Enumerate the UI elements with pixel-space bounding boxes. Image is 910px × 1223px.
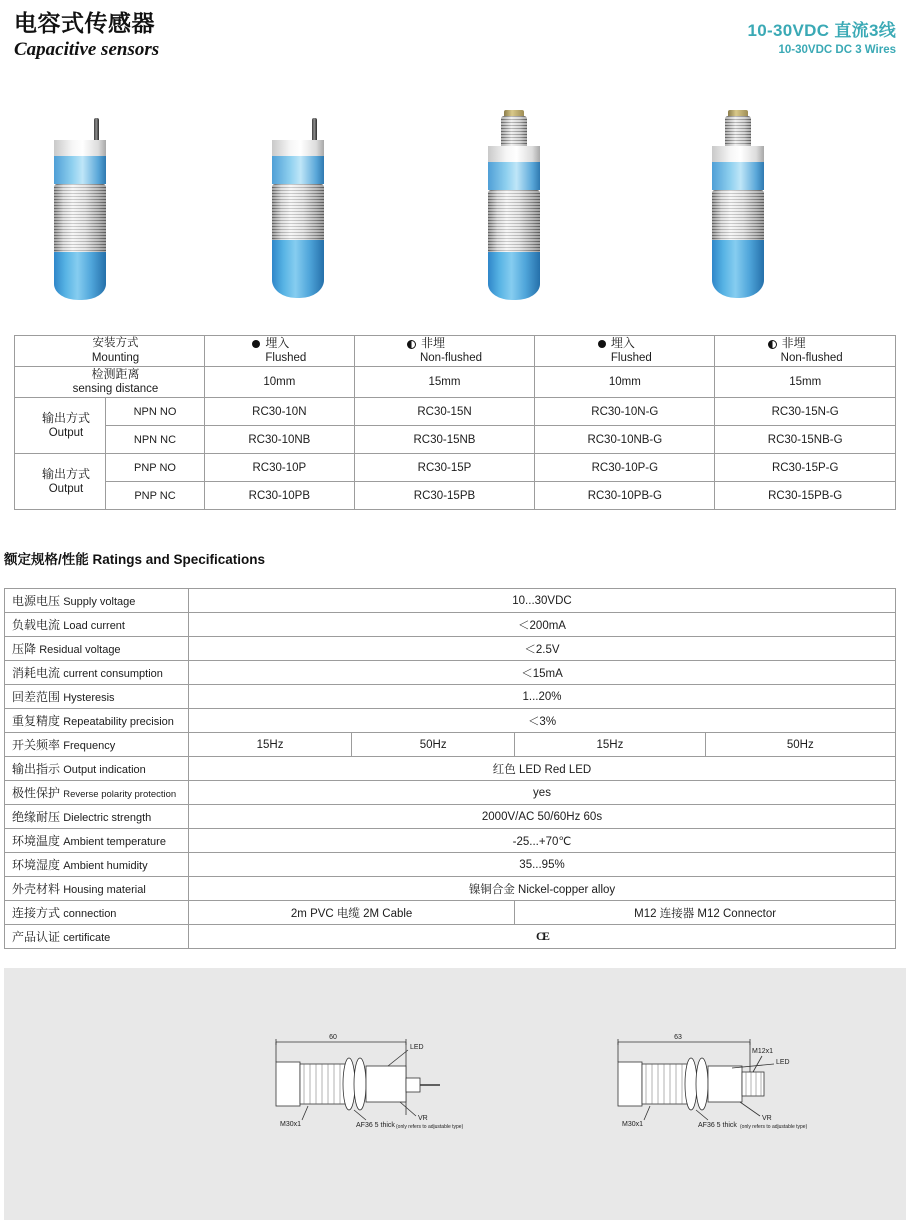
table-row	[5, 613, 896, 637]
spec-label-connection: 连接方式 connection	[5, 901, 189, 925]
table-row	[5, 781, 896, 805]
label-blue-2	[272, 156, 324, 184]
table-row	[15, 336, 896, 367]
spec-label-reverse-polarity: 极性保护 Reverse polarity protection	[5, 781, 189, 805]
label-thread-1: M30x1	[280, 1121, 302, 1128]
barrel-1	[54, 184, 106, 254]
page-title-cn: 电容式传感器	[14, 10, 155, 36]
spec-label-ambient-humidity: 环境湿度 Ambient humidity	[5, 853, 189, 877]
table-row	[5, 709, 896, 733]
row-sublabel-npn-no: NPN NO	[106, 398, 205, 426]
spec-label-load-current: 负载电流 Load current	[5, 613, 189, 637]
spec-value-load-current: ＜200mA	[189, 613, 896, 637]
product-image-3	[488, 140, 540, 300]
cell-en: Non-flushed	[419, 352, 482, 365]
row-sublabel-pnp-nc: PNP NC	[106, 482, 205, 510]
label-connector-thread-2: M12x1	[752, 1048, 774, 1055]
spec-label-residual-voltage: 压降 Residual voltage	[5, 637, 189, 661]
table-row	[5, 661, 896, 685]
cell-mounting-4	[715, 336, 896, 367]
table-row	[5, 901, 896, 925]
cell-distance-1: 10mm	[205, 366, 355, 398]
table-row	[5, 685, 896, 709]
cell-model: RC30-15N	[354, 398, 535, 426]
row-label-cn: 输出方式	[41, 466, 90, 481]
cell-model: RC30-15PB	[354, 482, 535, 510]
cell-model: RC30-10PB	[205, 482, 355, 510]
label-vr-note-2: (only refers to adjustable type)	[740, 1124, 808, 1130]
label-thread-2: M30x1	[622, 1121, 644, 1128]
row-label-en: Output	[48, 427, 84, 440]
label-vr-2: VR	[762, 1115, 772, 1122]
spec-label-output-indication: 输出指示 Output indication	[5, 757, 189, 781]
row-label-output-pnp	[15, 454, 106, 510]
product-image-2	[272, 140, 324, 300]
spec-value-frequency-1: 15Hz	[189, 733, 352, 757]
cell-model: RC30-15PB-G	[715, 482, 896, 510]
row-label-en: Mounting	[91, 351, 140, 364]
table-row	[5, 877, 896, 901]
m12-connector-3	[501, 116, 527, 146]
spec-label-frequency: 开关频率 Frequency	[5, 733, 189, 757]
row-label-output-npn	[15, 398, 106, 454]
m12-connector-4	[725, 116, 751, 146]
cell-cn: 非埋	[781, 336, 806, 351]
voltage-en: 10-30VDC DC 3 Wires	[778, 44, 896, 56]
cell-mounting-3	[535, 336, 715, 367]
cell-en: Flushed	[265, 352, 307, 365]
spec-label-current-consumption: 消耗电流 current consumption	[5, 661, 189, 685]
label-led-1: LED	[410, 1044, 424, 1051]
non-flushed-marker-icon	[407, 340, 416, 349]
cell-model: RC30-10N-G	[535, 398, 715, 426]
barrel-3	[488, 190, 540, 254]
row-label-en: sensing distance	[72, 383, 159, 396]
voltage-callout	[748, 16, 896, 56]
model-table	[14, 335, 896, 510]
table-row	[15, 482, 896, 510]
barrel-2	[272, 184, 324, 242]
spec-value-hysteresis: 1...20%	[189, 685, 896, 709]
table-row	[5, 637, 896, 661]
flushed-marker-icon	[598, 340, 606, 348]
spec-value-dielectric-strength: 2000V/AC 50/60Hz 60s	[189, 805, 896, 829]
table-row	[15, 366, 896, 398]
cell-model: RC30-10NB	[205, 426, 355, 454]
cell-cn: 非埋	[420, 336, 445, 351]
page-header	[14, 10, 896, 80]
dim-length-1: 60	[329, 1034, 337, 1041]
spec-value-ambient-humidity: 35...95%	[189, 853, 896, 877]
connector-type-drawing	[590, 1020, 890, 1160]
specs-table-container	[4, 588, 896, 949]
cell-en: Flushed	[610, 352, 652, 365]
row-sublabel-pnp-no: PNP NO	[106, 454, 205, 482]
spec-value-frequency-4: 50Hz	[705, 733, 895, 757]
cell-mounting-2	[354, 336, 535, 367]
table-row	[5, 589, 896, 613]
sensing-face-2	[272, 240, 324, 298]
table-row	[15, 454, 896, 482]
table-row	[5, 757, 896, 781]
page-title-en: Capacitive sensors	[14, 38, 160, 60]
barrel-4	[712, 190, 764, 242]
label-white-2	[272, 140, 324, 156]
table-row	[5, 853, 896, 877]
spec-label-supply-voltage: 电源电压 Supply voltage	[5, 589, 189, 613]
non-flushed-marker-icon	[768, 340, 777, 349]
cell-model: RC30-10P-G	[535, 454, 715, 482]
label-led-2: LED	[776, 1059, 790, 1066]
cell-model: RC30-15NB-G	[715, 426, 896, 454]
cell-model: RC30-15NB	[354, 426, 535, 454]
spec-value-supply-voltage: 10...30VDC	[189, 589, 896, 613]
table-row	[5, 925, 896, 949]
spec-label-repeatability: 重复精度 Repeatability precision	[5, 709, 189, 733]
product-image-1	[54, 140, 106, 300]
label-blue-1	[54, 156, 106, 184]
spec-value-residual-voltage: ＜2.5V	[189, 637, 896, 661]
cell-model: RC30-10PB-G	[535, 482, 715, 510]
cell-model: RC30-15P-G	[715, 454, 896, 482]
cell-distance-3: 10mm	[535, 366, 715, 398]
cable-type-drawing	[248, 1020, 548, 1160]
specs-table	[4, 588, 896, 949]
cell-model: RC30-15P	[354, 454, 535, 482]
dimension-drawings-panel	[4, 968, 906, 1220]
spec-label-ambient-temperature: 环境温度 Ambient temperature	[5, 829, 189, 853]
label-white-3	[488, 146, 540, 162]
row-label-mounting	[15, 336, 205, 367]
spec-value-repeatability: ＜3%	[189, 709, 896, 733]
spec-value-output-indication: 红色 LED Red LED	[189, 757, 896, 781]
ce-mark-icon: CE	[189, 925, 896, 949]
table-row	[15, 426, 896, 454]
cell-model: RC30-10NB-G	[535, 426, 715, 454]
ratings-section-heading: 额定规格/性能 Ratings and Specifications	[4, 552, 266, 567]
cell-distance-4: 15mm	[715, 366, 896, 398]
cell-model: RC30-15N-G	[715, 398, 896, 426]
row-label-en: Output	[48, 483, 84, 496]
spec-label-certificate: 产品认证 certificate	[5, 925, 189, 949]
cell-mounting-1	[205, 336, 355, 367]
sensing-face-4	[712, 240, 764, 298]
product-image-4	[712, 140, 764, 300]
sensing-face-3	[488, 252, 540, 300]
spec-value-frequency-2: 50Hz	[352, 733, 515, 757]
table-row	[5, 805, 896, 829]
row-label-cn: 检测距离	[91, 366, 140, 381]
cell-model: RC30-10N	[205, 398, 355, 426]
spec-value-connection-cable: 2m PVC 电缆 2M Cable	[189, 901, 515, 925]
spec-value-current-consumption: ＜15mA	[189, 661, 896, 685]
label-blue-4	[712, 162, 764, 190]
dim-length-2: 63	[674, 1034, 682, 1041]
product-image-row	[20, 120, 890, 300]
cell-cn: 埋入	[265, 336, 290, 351]
model-table-container	[14, 335, 896, 510]
flushed-marker-icon	[252, 340, 260, 348]
row-label-sensing-distance	[15, 366, 205, 398]
spec-value-connection-connector: M12 连接器 M12 Connector	[515, 901, 896, 925]
row-sublabel-npn-nc: NPN NC	[106, 426, 205, 454]
table-row	[5, 733, 896, 757]
label-blue-3	[488, 162, 540, 190]
voltage-cn: 10-30VDC 直流3线	[747, 21, 896, 40]
spec-label-housing-material: 外壳材料 Housing material	[5, 877, 189, 901]
spec-value-reverse-polarity: yes	[189, 781, 896, 805]
spec-label-dielectric-strength: 绝缘耐压 Dielectric strength	[5, 805, 189, 829]
cell-model: RC30-10P	[205, 454, 355, 482]
spec-value-housing-material: 镍铜合金 Nickel-copper alloy	[189, 877, 896, 901]
row-label-cn: 输出方式	[41, 410, 90, 425]
label-vr-note-1: (only refers to adjustable type)	[396, 1124, 464, 1130]
label-nut-1: AF36 5 thick	[356, 1122, 395, 1129]
spec-value-frequency-3: 15Hz	[515, 733, 705, 757]
table-row	[15, 398, 896, 426]
spec-value-ambient-temperature: -25...+70℃	[189, 829, 896, 853]
cell-cn: 埋入	[610, 336, 635, 351]
row-label-cn: 安装方式	[92, 337, 139, 349]
label-nut-2: AF36 5 thick	[698, 1122, 737, 1129]
label-vr-1: VR	[418, 1115, 428, 1122]
label-white-1	[54, 140, 106, 156]
sensing-face-1	[54, 252, 106, 300]
label-white-4	[712, 146, 764, 162]
table-row	[5, 829, 896, 853]
cell-distance-2: 15mm	[354, 366, 535, 398]
cell-en: Non-flushed	[780, 352, 843, 365]
spec-label-hysteresis: 回差范围 Hysteresis	[5, 685, 189, 709]
